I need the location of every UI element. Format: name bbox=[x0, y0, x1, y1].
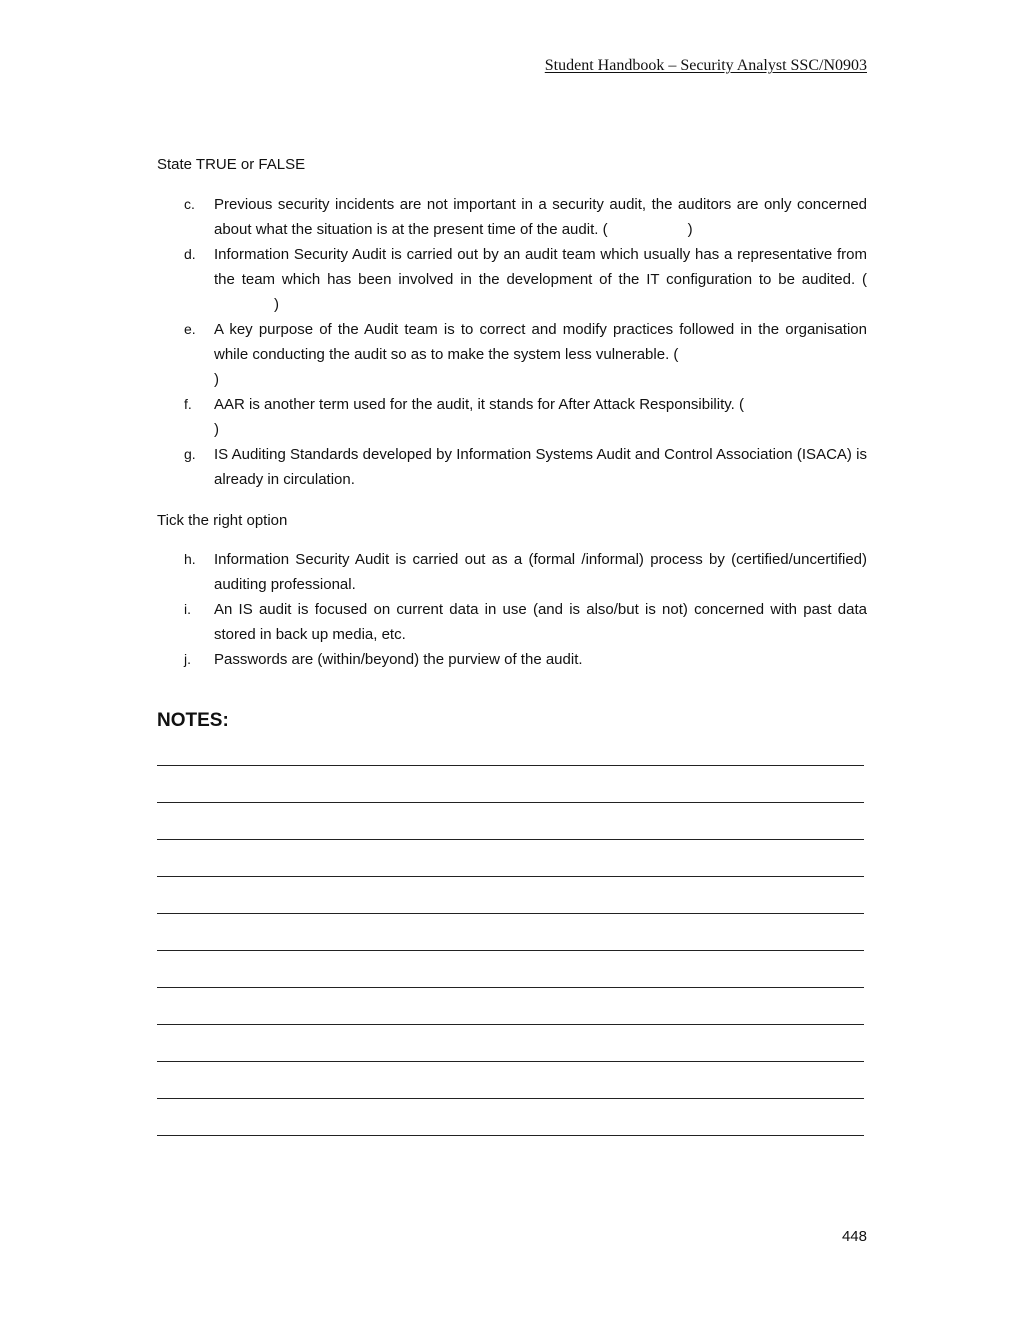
note-line bbox=[157, 913, 864, 914]
page-number: 448 bbox=[841, 1228, 867, 1245]
question-letter: f. bbox=[184, 396, 192, 412]
question-g bbox=[157, 442, 867, 492]
question-letter: i. bbox=[184, 601, 191, 617]
running-header: Student Handbook – Security Analyst SSC/N0903 bbox=[544, 57, 867, 74]
question-text: A key purpose of the Audit team is to correct and modify practices followed in the organisation while conducting the audit so as to make the system less vulnerable. ( bbox=[214, 321, 867, 363]
question-text: Information Security Audit is carried out as a (formal /informal) process by (certified/uncertified) auditing professional. bbox=[214, 551, 867, 593]
question-text: Passwords are (within/beyond) the purview of the audit. bbox=[214, 651, 583, 668]
question-text: Previous security incidents are not important in a security audit, the auditors are only concerned about what the situation is at the present time of the audit. ( bbox=[214, 196, 867, 238]
notes-title: NOTES: bbox=[157, 710, 229, 731]
question-text: Information Security Audit is carried out by an audit team which usually has a representative from the team which has been involved in the development of the IT configuration to be audited. ( bbox=[214, 246, 867, 288]
question-letter: h. bbox=[184, 551, 196, 567]
question-letter: c. bbox=[184, 196, 195, 212]
question-j bbox=[157, 647, 867, 672]
note-line bbox=[157, 839, 864, 840]
tick-question-list bbox=[157, 547, 867, 672]
answer-blank-close: ) bbox=[687, 221, 693, 238]
note-line bbox=[157, 876, 864, 877]
question-letter: d. bbox=[184, 246, 196, 262]
question-c bbox=[157, 192, 867, 242]
question-text: IS Auditing Standards developed by Information Systems Audit and Control Association (ISACA) is already in circulation. bbox=[214, 446, 867, 488]
true-false-question-list bbox=[157, 192, 867, 492]
question-letter: g. bbox=[184, 446, 196, 462]
question-f bbox=[157, 392, 867, 442]
note-line bbox=[157, 802, 864, 803]
question-h bbox=[157, 547, 867, 597]
answer-blank-close: ) bbox=[214, 371, 219, 388]
question-d bbox=[157, 242, 867, 317]
section-title-true-false: State TRUE or FALSE bbox=[157, 156, 306, 173]
question-text: An IS audit is focused on current data in use (and is also/but is not) concerned with past data stored in back up media, etc. bbox=[214, 601, 867, 643]
question-text: AAR is another term used for the audit, it stands for After Attack Responsibility. ( bbox=[214, 396, 744, 413]
note-line bbox=[157, 950, 864, 951]
question-letter: e. bbox=[184, 321, 196, 337]
question-i bbox=[157, 597, 867, 647]
notes-lines bbox=[157, 765, 864, 1172]
note-line bbox=[157, 1061, 864, 1062]
answer-blank-close: ) bbox=[274, 296, 279, 313]
note-line bbox=[157, 987, 864, 988]
question-e bbox=[157, 317, 867, 392]
note-line bbox=[157, 1135, 864, 1136]
question-letter: j. bbox=[184, 651, 191, 667]
section-title-tick: Tick the right option bbox=[157, 512, 288, 529]
note-line bbox=[157, 765, 864, 766]
note-line bbox=[157, 1098, 864, 1099]
note-line bbox=[157, 1024, 864, 1025]
answer-blank-close: ) bbox=[214, 421, 219, 438]
